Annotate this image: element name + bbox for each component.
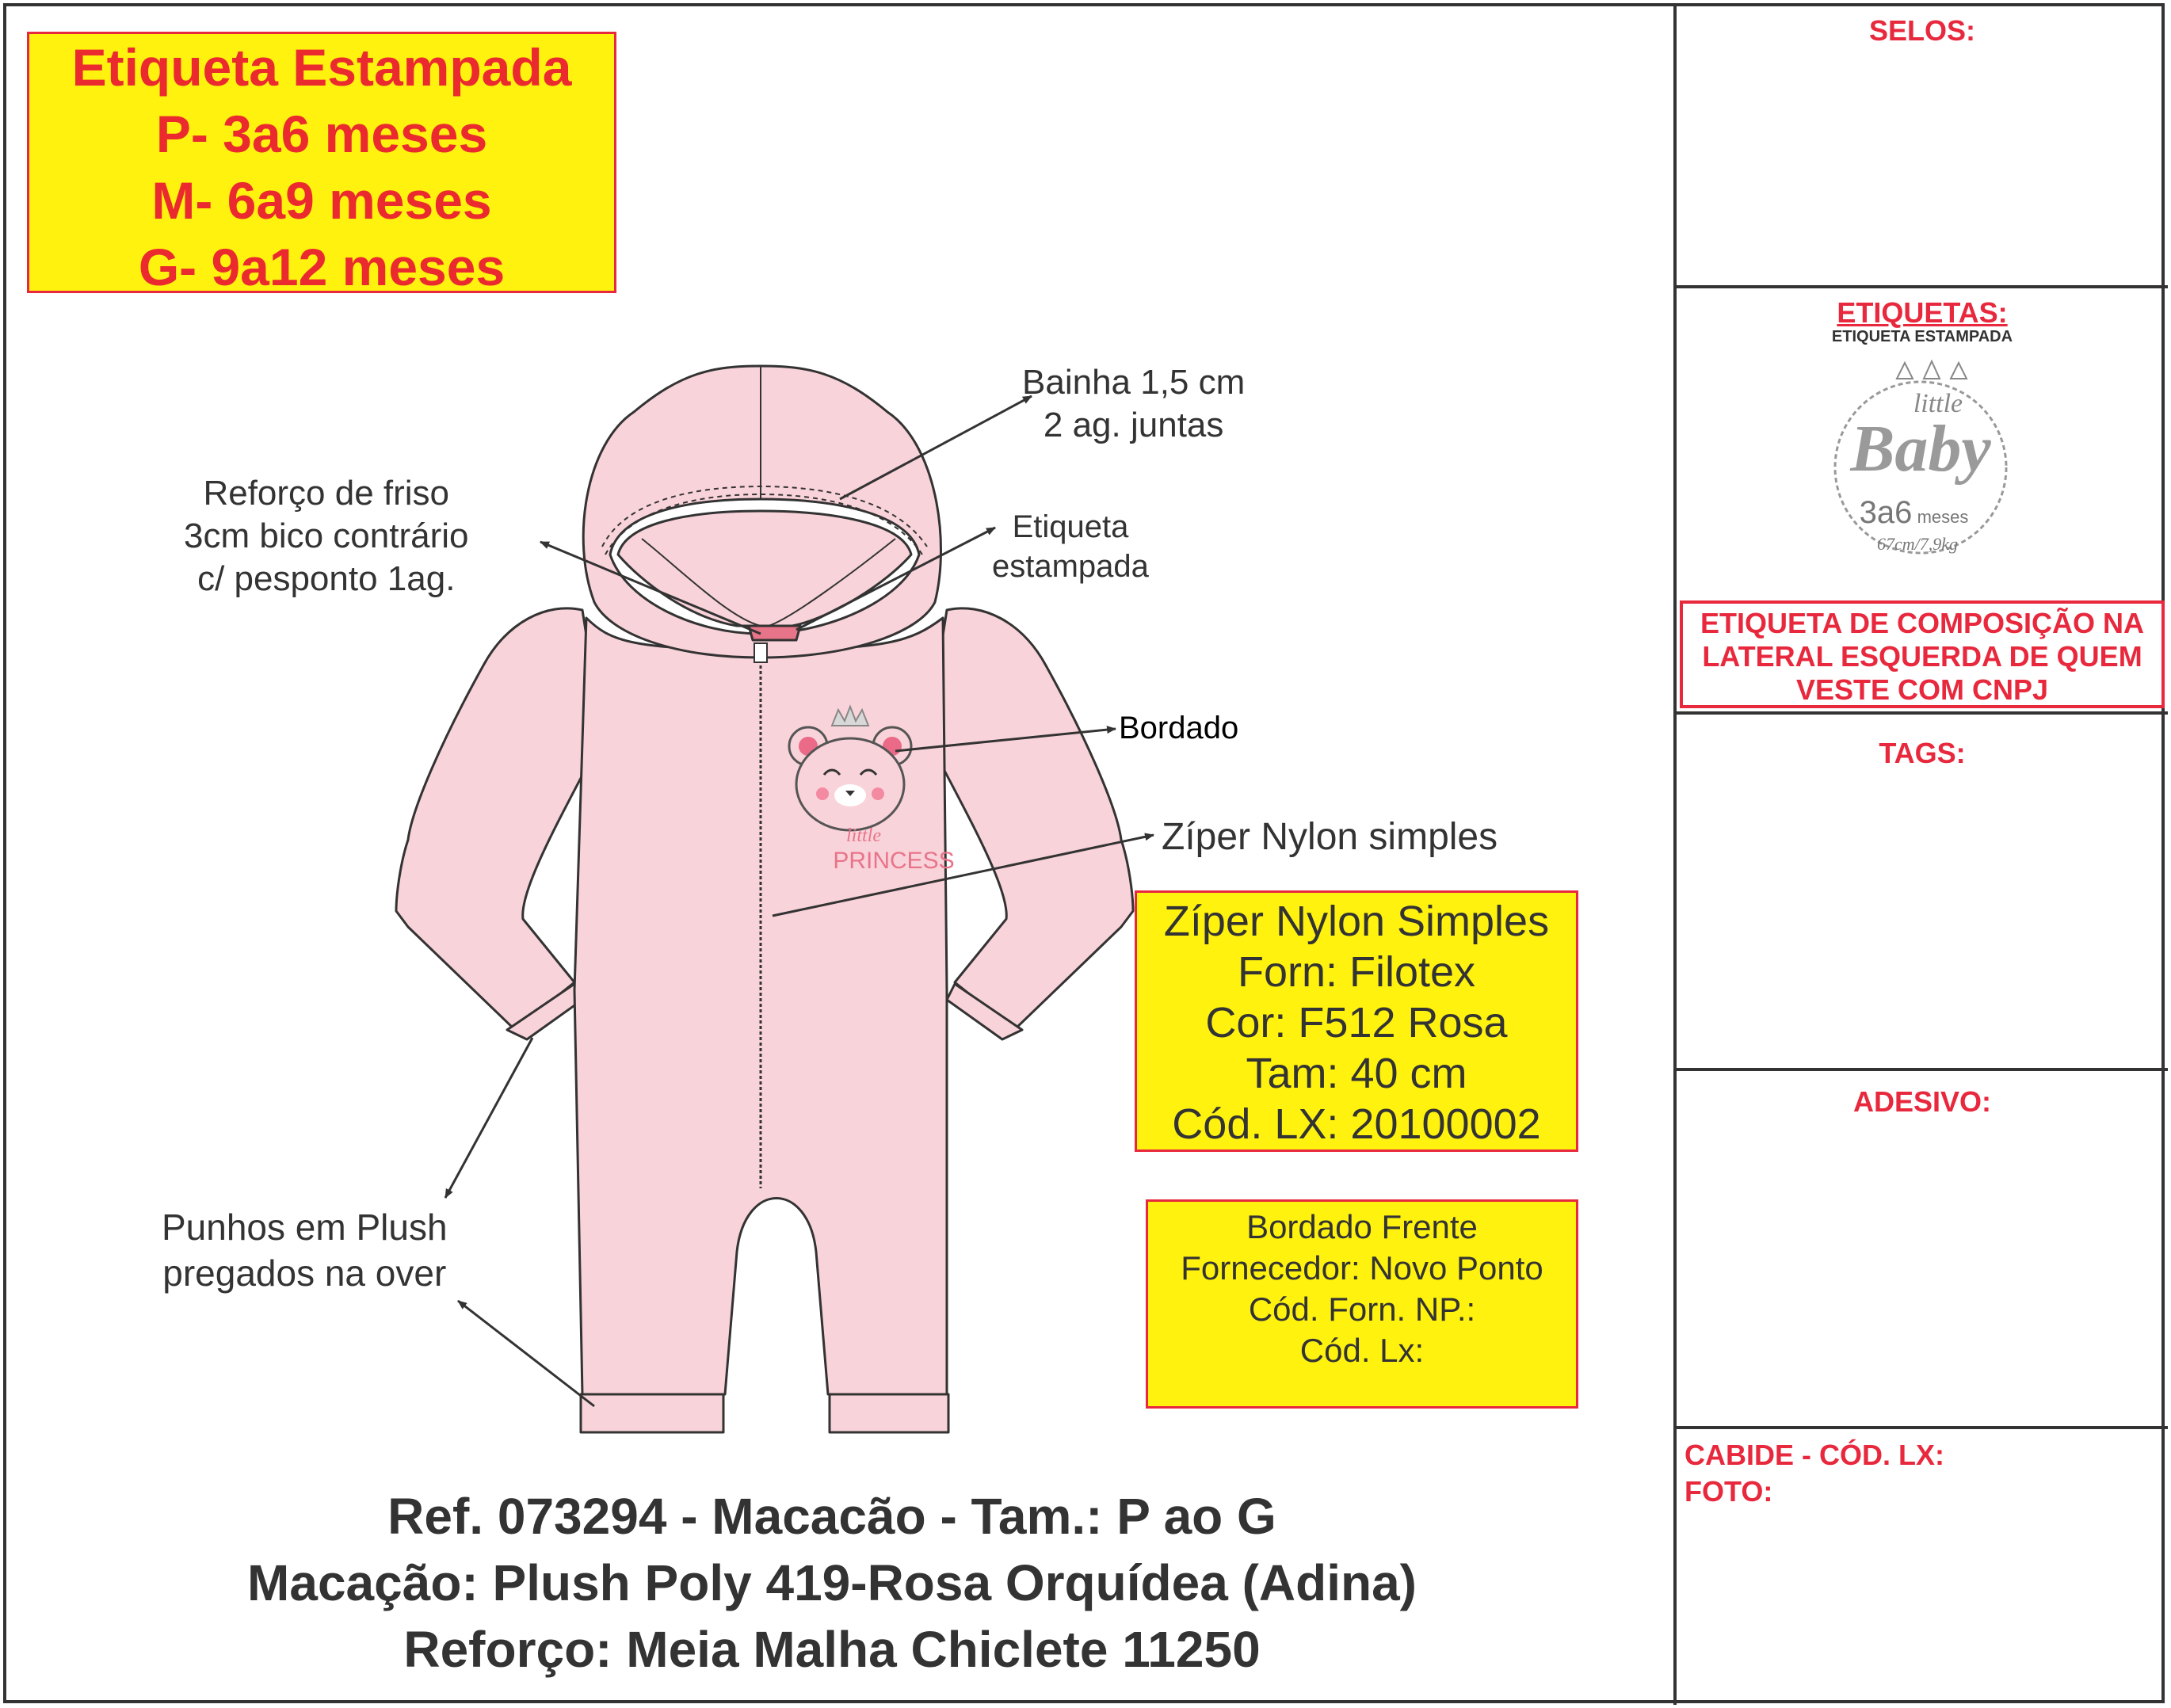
sticker-heading: ADESIVO: <box>1852 1085 1992 1118</box>
label-art-size: 3a6 <box>1859 495 1913 530</box>
embroidery-princess: PRINCESS <box>833 848 955 874</box>
right-sleeve <box>927 608 1133 1030</box>
size-label-m: M- 6a9 meses <box>151 171 492 230</box>
embroidery-spec-line: Fornecedor: Novo Ponto <box>1181 1249 1543 1287</box>
arrow-cuff-lower <box>458 1301 594 1406</box>
embroidery-spec-box <box>1146 1199 1578 1409</box>
zipper-spec-line: Tam: 40 cm <box>1246 1050 1467 1097</box>
callout-printed-label-line2: estampada <box>992 549 1149 584</box>
callout-cuffs-line2: pregados na over <box>162 1252 447 1294</box>
photo-heading: FOTO: <box>1685 1475 1773 1508</box>
arrow-cuff-upper <box>445 1038 532 1198</box>
label-art-unit: meses <box>1917 507 1969 527</box>
label-art-little: little <box>1913 389 1963 418</box>
label-art-baby: Baby <box>1850 412 1991 486</box>
zipper-spec-line: Cor: F512 Rosa <box>1205 999 1508 1047</box>
callout-hem-line1: Bainha 1,5 cm <box>1022 363 1246 402</box>
size-label-g: G- 9a12 meses <box>138 238 506 296</box>
callout-reinforcement-line1: Reforço de friso <box>203 474 450 513</box>
embroidery-spec-line: Bordado Frente <box>1246 1208 1478 1245</box>
zipper-spec-line: Forn: Filotex <box>1237 948 1476 996</box>
right-leg-cuff <box>830 1394 948 1432</box>
zipper-spec-line: Zíper Nylon Simples <box>1163 898 1550 945</box>
zipper-spec-box <box>1135 890 1578 1152</box>
zipper-pull <box>754 643 767 662</box>
callout-cuffs <box>162 1204 448 1296</box>
left-leg-cuff <box>581 1394 723 1432</box>
composition-line: ETIQUETA DE COMPOSIÇÃO NA <box>1700 607 2145 639</box>
size-label-title: Etiqueta Estampada <box>71 38 572 97</box>
callout-embroidery: Bordado <box>1119 711 1239 745</box>
callout-hem-line2: 2 ag. juntas <box>1043 406 1224 444</box>
callout-printed-label-line1: Etiqueta <box>1012 509 1129 544</box>
label-art-measure: 67cm/7,9kg <box>1876 534 1959 554</box>
callout-cuffs-line1: Punhos em Plush <box>162 1207 448 1248</box>
tags-heading: TAGS: <box>1879 737 1966 769</box>
composition-label-box <box>1680 600 2165 708</box>
zipper-spec-line: Cód. LX: 20100002 <box>1172 1100 1541 1148</box>
left-sleeve <box>396 608 602 1030</box>
product-reinforcement: Reforço: Meia Malha Chiclete 11250 <box>403 1621 1261 1678</box>
hanger-heading: CABIDE - CÓD. LX: <box>1685 1439 1944 1471</box>
product-title <box>119 1483 1545 1683</box>
callout-zipper: Zíper Nylon simples <box>1162 816 1498 858</box>
callout-hem <box>1022 361 1245 447</box>
labels-heading <box>1677 296 2168 330</box>
composition-line: LATERAL ESQUERDA DE QUEM <box>1702 640 2142 673</box>
callout-printed-label <box>992 507 1149 586</box>
callout-reinforcement-line2: 3cm bico contrário <box>184 517 469 555</box>
size-label-p: P- 3a6 meses <box>155 105 488 163</box>
callout-reinforcement <box>184 472 468 600</box>
labels-subheading: ETIQUETA ESTAMPADA <box>1831 328 2013 345</box>
seals-heading: SELOS: <box>1868 14 1975 47</box>
composition-line: VESTE COM CNPJ <box>1795 673 2049 706</box>
embroidery-spec-line: Cód. Forn. NP.: <box>1248 1291 1476 1328</box>
labels-title: ETIQUETAS: <box>1837 296 2008 329</box>
product-fabric: Macação: Plush Poly 419-Rosa Orquídea (Adina) <box>247 1554 1417 1611</box>
embroidery-spec-line: Cód. Lx: <box>1299 1332 1425 1369</box>
size-label-box <box>27 32 616 296</box>
product-ref: Ref. 073294 - Macacão - Tam.: P ao G <box>387 1488 1276 1545</box>
callout-reinforcement-line3: c/ pesponto 1ag. <box>197 559 456 598</box>
embroidery-script: little <box>846 825 881 846</box>
